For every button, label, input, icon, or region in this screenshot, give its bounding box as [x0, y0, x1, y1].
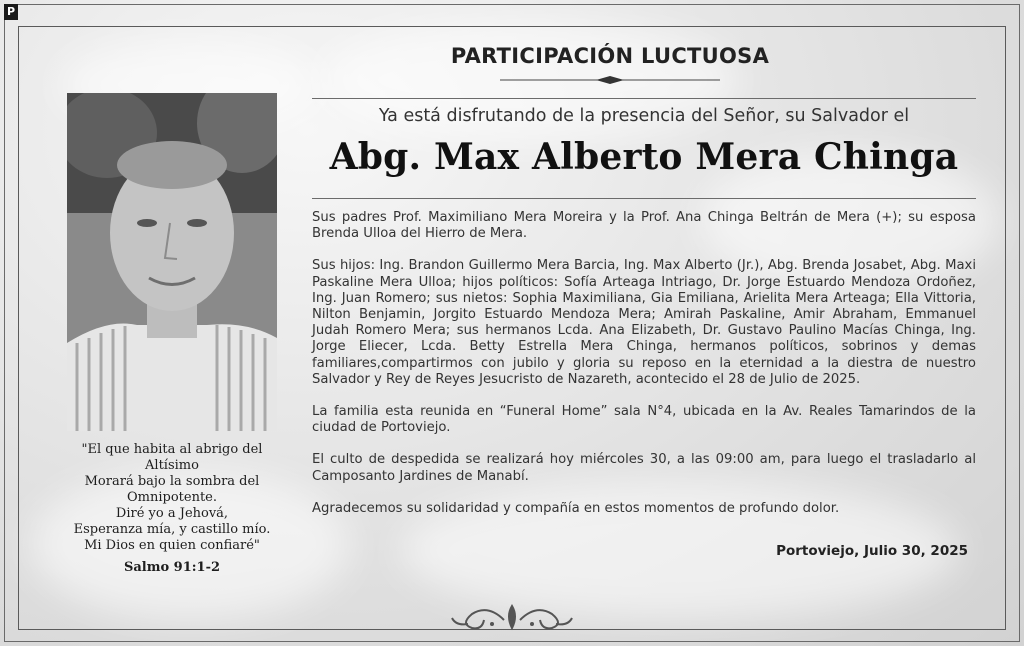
verse-line: Altísimo — [145, 458, 199, 473]
page-title: PARTICIPACIÓN LUCTUOSA — [450, 44, 770, 68]
portrait-photo — [67, 93, 277, 431]
divider-bottom — [312, 198, 976, 199]
verse-line: Esperanza mía, y castillo mío. — [73, 522, 271, 537]
verse-line: "El que habita al abrigo del — [81, 442, 263, 457]
verse-line: Diré yo a Jehová, — [115, 506, 229, 521]
paragraph-parents: Sus padres Prof. Maximiliano Mera Moreira y la Prof. Ana Chinga Beltrán de Mera (+); su esposa Brenda Ulloa del Hierro de Mera. — [312, 210, 976, 242]
title-ornament-icon — [500, 76, 720, 84]
paragraph-service: El culto de despedida se realizará hoy miércoles 30, a las 09:00 am, para luego el trasladarlo al Camposanto Jardines de Manabí. — [312, 452, 976, 484]
place-date: Portoviejo, Julio 30, 2025 — [776, 543, 968, 559]
verse-line: Mi Dios en quien confiaré" — [84, 538, 260, 553]
flourish-ornament-icon — [448, 600, 576, 634]
divider-top — [312, 98, 976, 99]
paragraph-thanks: Agradecemos su solidaridad y compañía en estos momentos de profundo dolor. — [312, 500, 840, 516]
corner-badge: P — [4, 4, 18, 20]
obituary-body — [312, 210, 976, 533]
intro-text: Ya está disfrutando de la presencia del Señor, su Salvador el — [378, 106, 910, 126]
paragraph-location: La familia esta reunida en “Funeral Home” sala N°4, ubicada en la Av. Reales Tamarindos de la ciudad de Portoviejo. — [312, 404, 976, 436]
bible-verse — [72, 442, 272, 554]
verse-line: Morará bajo la sombra del — [84, 474, 260, 489]
verse-line: Omnipotente. — [126, 490, 217, 505]
verse-reference: Salmo 91:1-2 — [123, 560, 221, 575]
deceased-name: Abg. Max Alberto Mera Chinga — [329, 136, 959, 178]
paragraph-family: Sus hijos: Ing. Brandon Guillermo Mera Barcia, Ing. Max Alberto (Jr.), Abg. Brenda Josabet, Abg. Maxi Paskaline Mera Ulloa; hijos políticos: Sofía Arteaga Intriago, Dr. Jorge Estuardo Mendoza Ordoñez, Ing. Juan Romero; sus nietos: Sophia Maximiliana, Gia Emiliana, Arielita Mera Arteaga; Ella Vittoria, Nilton Benjamin, Jorgito Estuardo Mendoza Mera; Amirah Paskaline, Amir Abraham, Emmanuel Judah Romero Mera; sus hermanos Lcda. Ana Elizabeth, Dr. Gustavo Paulino Macías Chinga, Ing. Jorge Eliecer, Lcda. Betty Estrella Mera Chinga, hermanos políticos, sobrinos y demas familiares,compartirmos con jubilo y gloria su reposo en la eternidad a la diestra de nuestro Salvador y Rey de Reyes Jesucristo de Nazareth, acontecido el 28 de Julio de 2025. — [312, 258, 976, 387]
